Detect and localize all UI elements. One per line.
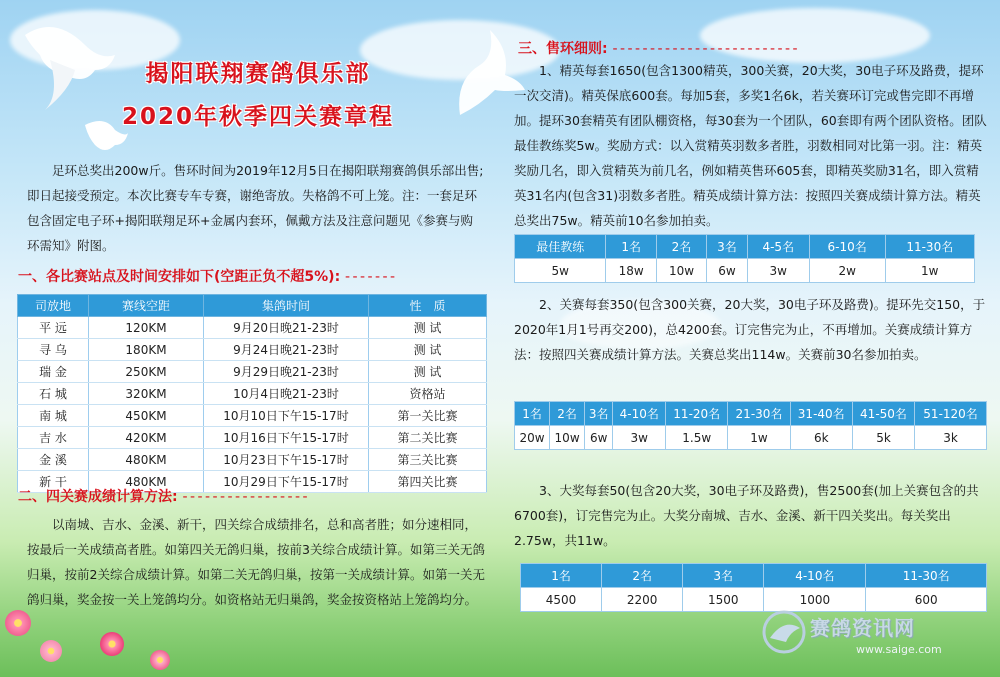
table-header: 6-10名	[809, 235, 885, 259]
table-header: 最佳教练	[515, 235, 606, 259]
table-row	[515, 259, 975, 283]
table-header: 3名	[707, 235, 748, 259]
table-header: 41-50名	[852, 402, 914, 426]
table-cell: 5w	[515, 259, 606, 283]
table-header: 集鸽时间	[204, 295, 369, 317]
table-cell: 第二关比赛	[369, 427, 487, 449]
table-cell: 资格站	[369, 383, 487, 405]
section2-heading	[18, 486, 488, 506]
schedule-table	[17, 294, 487, 493]
table-cell: 3w	[747, 259, 809, 283]
table-cell: 450KM	[89, 405, 204, 427]
table-header: 1名	[521, 564, 602, 588]
table-cell: 1500	[683, 588, 764, 612]
elite-prize-table	[514, 234, 975, 283]
table-cell: 18w	[606, 259, 656, 283]
table-cell: 新 干	[18, 471, 89, 493]
table-cell: 480KM	[89, 449, 204, 471]
table-cell: 420KM	[89, 427, 204, 449]
heading-underline: - - - - - - - - - - - - - - - - - - - - - - - - -	[612, 41, 797, 57]
intro-paragraph: 足环总奖出200w斤。售环时间为2019年12月5日在揭阳联翔赛鸽俱乐部出售;即日起接受预定。本次比赛专车专赛，谢绝寄放。失格鸽不可上笼。注：一套足环包含固定电子环+揭阳联翔足环+金属内套环，佩戴方法及注意问题见《参赛与购环需知》附图。	[27, 163, 484, 253]
table-cell: 寻 乌	[18, 339, 89, 361]
table-header: 赛线空距	[89, 295, 204, 317]
table-cell: 测 试	[369, 339, 487, 361]
table-header-row	[18, 295, 487, 317]
grand-prize-paragraph: 3、大奖每套50(包含20大奖，30电子环及路费)，售2500套(加上关赛包含的共6700套)，订完售完为止。大奖分南城、吉水、金溪、新干四关奖出。每关奖出2.75w，共11w。	[514, 483, 979, 548]
table-cell: 瑞 金	[18, 361, 89, 383]
table-row	[18, 449, 487, 471]
table-cell: 6w	[585, 426, 613, 450]
table-cell: 2w	[809, 259, 885, 283]
table-header: 11-30名	[885, 235, 974, 259]
table-cell: 480KM	[89, 471, 204, 493]
table-header: 司放地	[18, 295, 89, 317]
table-header: 2名	[602, 564, 683, 588]
table-row	[18, 339, 487, 361]
table-header-row	[515, 402, 987, 426]
table-cell: 平 远	[18, 317, 89, 339]
table-cell: 10月29日下午15-17时	[204, 471, 369, 493]
table-cell: 金 溪	[18, 449, 89, 471]
table-cell: 600	[866, 588, 987, 612]
table-header: 4-10名	[613, 402, 666, 426]
table-cell: 10w	[656, 259, 706, 283]
table-cell: 吉 水	[18, 427, 89, 449]
table-cell: 第一关比赛	[369, 405, 487, 427]
table-cell: 测 试	[369, 317, 487, 339]
table-cell: 10月4日晚21-23时	[204, 383, 369, 405]
table-cell: 10w	[550, 426, 585, 450]
table-cell: 测 试	[369, 361, 487, 383]
table-header: 2名	[550, 402, 585, 426]
section2-title: 二、四关赛成绩计算方法:	[18, 489, 178, 505]
table-cell: 2200	[602, 588, 683, 612]
table-cell: 南 城	[18, 405, 89, 427]
right-page	[500, 0, 1000, 677]
table-row	[18, 427, 487, 449]
table-cell: 6k	[790, 426, 852, 450]
table-cell: 320KM	[89, 383, 204, 405]
table-cell: 120KM	[89, 317, 204, 339]
table-header: 31-40名	[790, 402, 852, 426]
relay-prize-table	[514, 401, 987, 450]
table-row	[18, 317, 487, 339]
table-cell: 5k	[852, 426, 914, 450]
table-header: 性 质	[369, 295, 487, 317]
watermark-site-name: 赛鸽资讯网	[810, 616, 915, 640]
table-header-row	[521, 564, 987, 588]
table-header: 3名	[683, 564, 764, 588]
table-header: 1名	[515, 402, 550, 426]
table-row	[18, 383, 487, 405]
watermark-url: www.saige.com	[856, 643, 942, 656]
table-header: 11-30名	[866, 564, 987, 588]
table-cell: 1w	[885, 259, 974, 283]
table-header: 51-120名	[915, 402, 987, 426]
table-cell: 9月24日晚21-23时	[204, 339, 369, 361]
table-cell: 20w	[515, 426, 550, 450]
table-cell: 3w	[613, 426, 666, 450]
heading-underline: - - - - - - -	[345, 269, 395, 285]
page-title: 揭阳联翔赛鸽俱乐部	[145, 61, 371, 87]
table-cell: 第四关比赛	[369, 471, 487, 493]
section1-title: 一、各比赛站点及时间安排如下(空距正负不超5%):	[18, 269, 341, 285]
table-row	[521, 588, 987, 612]
relay-paragraph: 2、关赛每套350(包含300关赛，20大奖，30电子环及路费)。提环先交150，于2020年1月1号再交200)，总4200套。订完售完为止，不再增加。关赛成绩计算方法：按照四关赛成绩计算方法。关赛总奖出114w。关赛前30名参加拍卖。	[514, 297, 986, 362]
table-cell: 石 城	[18, 383, 89, 405]
table-header: 11-20名	[666, 402, 728, 426]
section3-heading	[518, 38, 988, 58]
section2-paragraph: 以南城、吉水、金溪、新干，四关综合成绩排名，总和高者胜；如分速相同，按最后一关成绩高者胜。如第四关无鸽归巢，按前3关综合成绩计算。如第三关无鸽归巢，按前2关综合成绩计算。如第二关无鸽归巢，按第一关成绩计算。如第一关无鸽归巢，奖金按一关上笼鸽均分。如资格站无归巢鸽，奖金按资格站上笼鸽均分。	[27, 517, 485, 607]
table-cell: 第三关比赛	[369, 449, 487, 471]
table-header: 2名	[656, 235, 706, 259]
table-cell: 10月16日下午15-17时	[204, 427, 369, 449]
table-row	[18, 361, 487, 383]
heading-underline: - - - - - - - - - - - - - - - - -	[182, 489, 307, 505]
page-subtitle: 2020年秋季四关赛章程	[121, 104, 394, 130]
table-cell: 1000	[764, 588, 866, 612]
table-cell: 9月20日晚21-23时	[204, 317, 369, 339]
table-cell: 4500	[521, 588, 602, 612]
section3-title: 三、售环细则:	[518, 41, 608, 57]
elite-paragraph: 1、精英每套1650(包含1300精英，300关赛，20大奖，30电子环及路费，提环一次交清)。精英保底600套。每加5套，多奖1名6k，若关赛环订完或售完即不再增加。提环30套精英有团队棚资格，每30套为一个团队，60套即有两个团队资格。团队最佳教练奖5w。奖励方式：以入赏精英羽数多者胜，羽数相同对比第一羽。注：精英奖励几名，即入赏精英为前几名，例如精英售环605套，即精英奖励31名，即入赏精英31名内(包含31)羽数多者胜。精英成绩计算方法：按照四关赛成绩计算方法。精英总奖出75w。精英前10名参加拍卖。	[514, 63, 987, 228]
table-header: 4-10名	[764, 564, 866, 588]
table-cell: 10月23日下午15-17时	[204, 449, 369, 471]
table-header: 21-30名	[728, 402, 790, 426]
table-cell: 1.5w	[666, 426, 728, 450]
table-row	[515, 426, 987, 450]
table-cell: 6w	[707, 259, 748, 283]
section1-heading	[18, 266, 488, 286]
table-cell: 180KM	[89, 339, 204, 361]
table-cell: 1w	[728, 426, 790, 450]
table-header: 4-5名	[747, 235, 809, 259]
watermark-logo-icon	[760, 608, 808, 656]
table-header-row	[515, 235, 975, 259]
table-header: 1名	[606, 235, 656, 259]
table-cell: 9月29日晚21-23时	[204, 361, 369, 383]
table-cell: 10月10日下午15-17时	[204, 405, 369, 427]
table-row	[18, 405, 487, 427]
grand-prize-table	[520, 563, 987, 612]
table-cell: 3k	[915, 426, 987, 450]
table-header: 3名	[585, 402, 613, 426]
table-cell: 250KM	[89, 361, 204, 383]
